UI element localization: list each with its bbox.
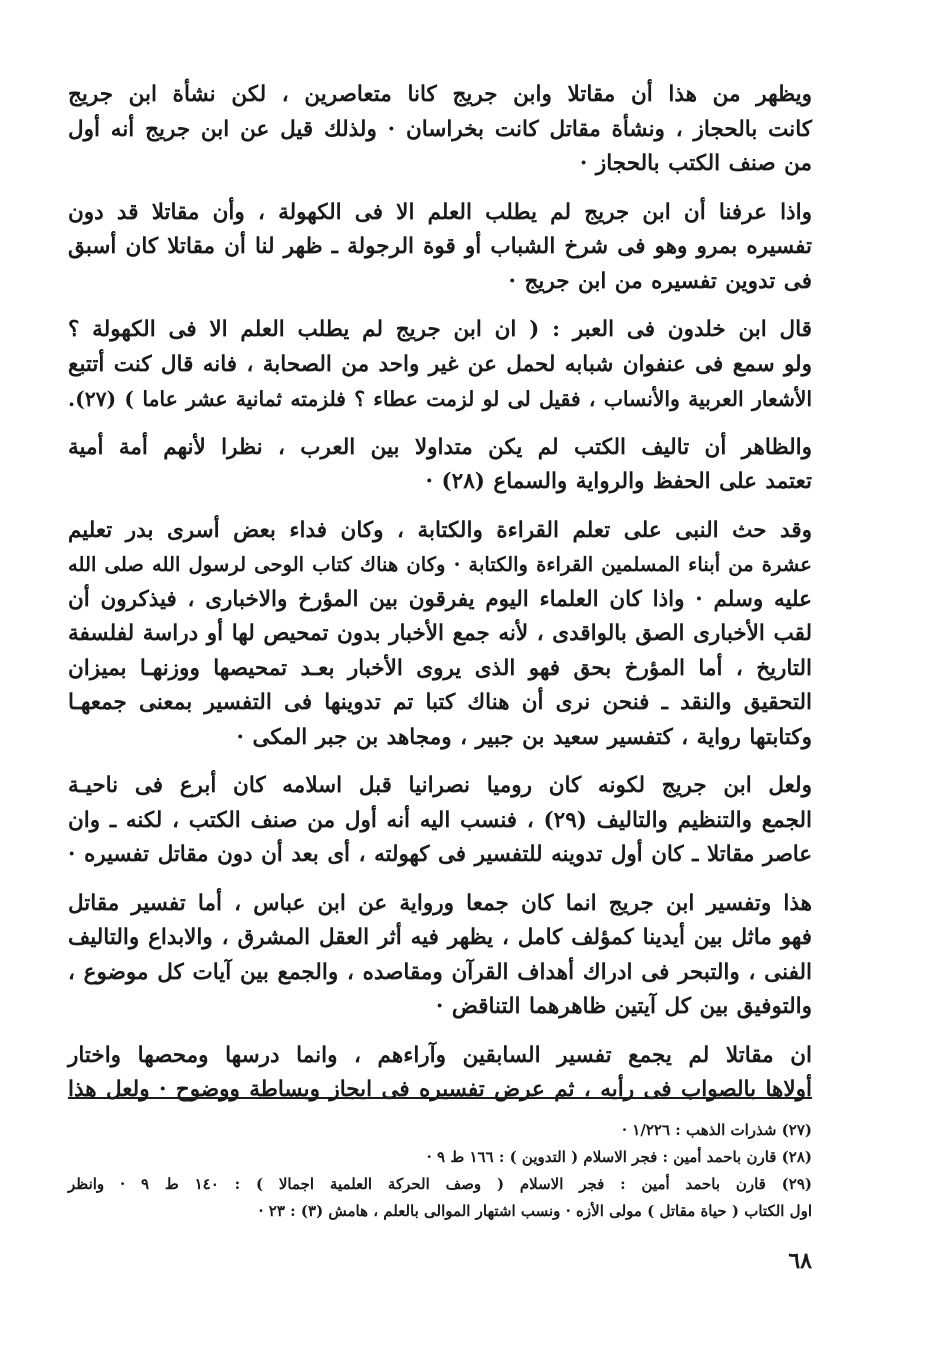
- text-line: واذا عرفنا أن ابن جريج لم يطلب العلم الا فى الكهولة ، وأن مقاتلا قد دون: [68, 199, 812, 225]
- footnote: (٢٨) قارن باحمد أمين : فجر الاسلام ( التدوين ) : ١٦٦ ط ٩ ·: [426, 1148, 812, 1166]
- footnote: (٢٩) قارن باحمد أمين : فجر الاسلام ( وصف الحركة العلمية اجمالا ) : ١٤٠ ط ٩ · وانظر: [68, 1175, 812, 1193]
- footnote: اول الكتاب ( حياة مقاتل ) مولى الأزه · ونسب اشتهار الموالى بالعلم ، هامش (٣) : ٢٣ ·: [258, 1202, 812, 1220]
- paragraph: [68, 887, 812, 1025]
- footnotes: [68, 1117, 812, 1225]
- text-line: الجمع والتنظيم والتاليف (٢٩) ، فنسب اليه أنه أول من صنف الكتب ، لكنه ـ وان: [68, 807, 812, 833]
- text-line: ولو سمع فى عنفوان شبابه لحمل عن غير واحد من الصحابة ، فانه قال كنت أتتبع: [68, 351, 812, 377]
- paragraph: [68, 196, 812, 300]
- paragraph: [68, 78, 812, 182]
- paragraph: [68, 769, 812, 873]
- text-line: قال ابن خلدون فى العبر : ( ان ابن جريج لم يطلب العلم الا فى الكهولة ؟: [68, 317, 812, 342]
- main-text: [68, 78, 812, 1122]
- footnote-divider: [68, 1097, 812, 1099]
- paragraph: [68, 431, 812, 500]
- text-line: والظاهر أن تاليف الكتب لم يكن متداولا بين العرب ، نظرا لأنهم أمة أمية: [68, 434, 812, 460]
- text-line: كانت بالحجاز ، ونشأة مقاتل كانت بخراسان · ولذلك قيل عن ابن جريج أنه أول: [68, 116, 812, 142]
- text-line: وكتابتها رواية ، كتفسير سعيد بن جبير ، ومجاهد بن جبر المكى ·: [236, 724, 812, 750]
- text-line: لقب الأخبارى الصق بالواقدى ، لأنه جمع الأخبار بدون تمحيص لها أو دراسة لفلسفة: [68, 621, 812, 646]
- text-line: من صنف الكتب بالحجاز ·: [579, 151, 812, 176]
- text-line: عاصر مقاتلا ـ كان أول تدوينه للتفسير فى كهولته ، أى بعد أن دون مقاتل تفسيره ·: [68, 842, 812, 867]
- text-line: التحقيق والنقد ـ فنحن نرى أن هناك كتبا تم تدوينها فى التفسير بمعنى جمعهـا: [68, 690, 812, 715]
- text-line: وقد حث النبى على تعلم القراءة والكتابة ، وكان فداء بعض أسرى بدر تعليم: [68, 517, 812, 543]
- text-line: تعتمد على الحفظ والرواية والسماع (٢٨) ·: [425, 469, 812, 494]
- text-line: ويظهر من هذا أن مقاتلا وابن جريج كانا متعاصرين ، لكن نشأة ابن جريج: [68, 82, 812, 107]
- text-line: فى تدوين تفسيره من ابن جريج ·: [508, 268, 812, 294]
- paragraph: [68, 313, 812, 417]
- text-line: فهو ماثل بين أيدينا كمؤلف كامل ، يظهر فيه أثر العقل المشرق ، والابداع والتاليف: [68, 925, 812, 950]
- text-line: التاريخ ، أما المؤرخ بحق فهو الذى يروى الأخبار بعـد تمحيصها ووزنهـا بميزان: [68, 655, 812, 681]
- footnote: (٢٧) شذرات الذهب : ١/٢٢٦ ·: [621, 1121, 812, 1139]
- text-line: هذا وتفسير ابن جريج انما كان جمعا ورواية عن ابن عباس ، أما تفسير مقاتل: [68, 890, 812, 916]
- text-line: أولاها بالصواب فى رأيه ، ثم عرض تفسيره فى ايجاز وبساطة ووضوح · ولعل هذا: [68, 1077, 812, 1102]
- page-number: ٦٨: [788, 1248, 812, 1274]
- text-line: ولعل ابن جريج لكونه كان روميا نصرانيا قبل اسلامه كان أبرع فى ناحيـة: [68, 773, 812, 798]
- text-line: عشرة من أبناء المسلمين القراءة والكتابة · وكان هناك كتاب الوحى لرسول الله صلى الله: [68, 553, 812, 576]
- paragraph: [68, 514, 812, 756]
- text-line: والتوفيق بين كل آيتين ظاهرهما التناقض ·: [435, 994, 812, 1019]
- text-line: الفنى ، والتبحر فى ادراك أهداف القرآن ومقاصده ، والجمع بين آيات كل موضوع ،: [68, 959, 812, 985]
- text-line: ان مقاتلا لم يجمع تفسير السابقين وآراءهم ، وانما درسها ومحصها واختار: [68, 1042, 812, 1068]
- text-line: الأشعار العربية والأنساب ، فقيل لى لو لزمت عطاء ؟ فلزمته ثمانية عشر عاما ) (٢٧).: [68, 387, 812, 411]
- text-line: عليه وسلم · واذا كان العلماء اليوم يفرقون بين المؤرخ والاخبارى ، فيذكرون أن: [68, 586, 812, 612]
- text-line: تفسيره بمرو وهو فى شرخ الشباب أو قوة الرجولة ـ ظهر لنا أن مقاتلا كان أسبق: [68, 234, 812, 259]
